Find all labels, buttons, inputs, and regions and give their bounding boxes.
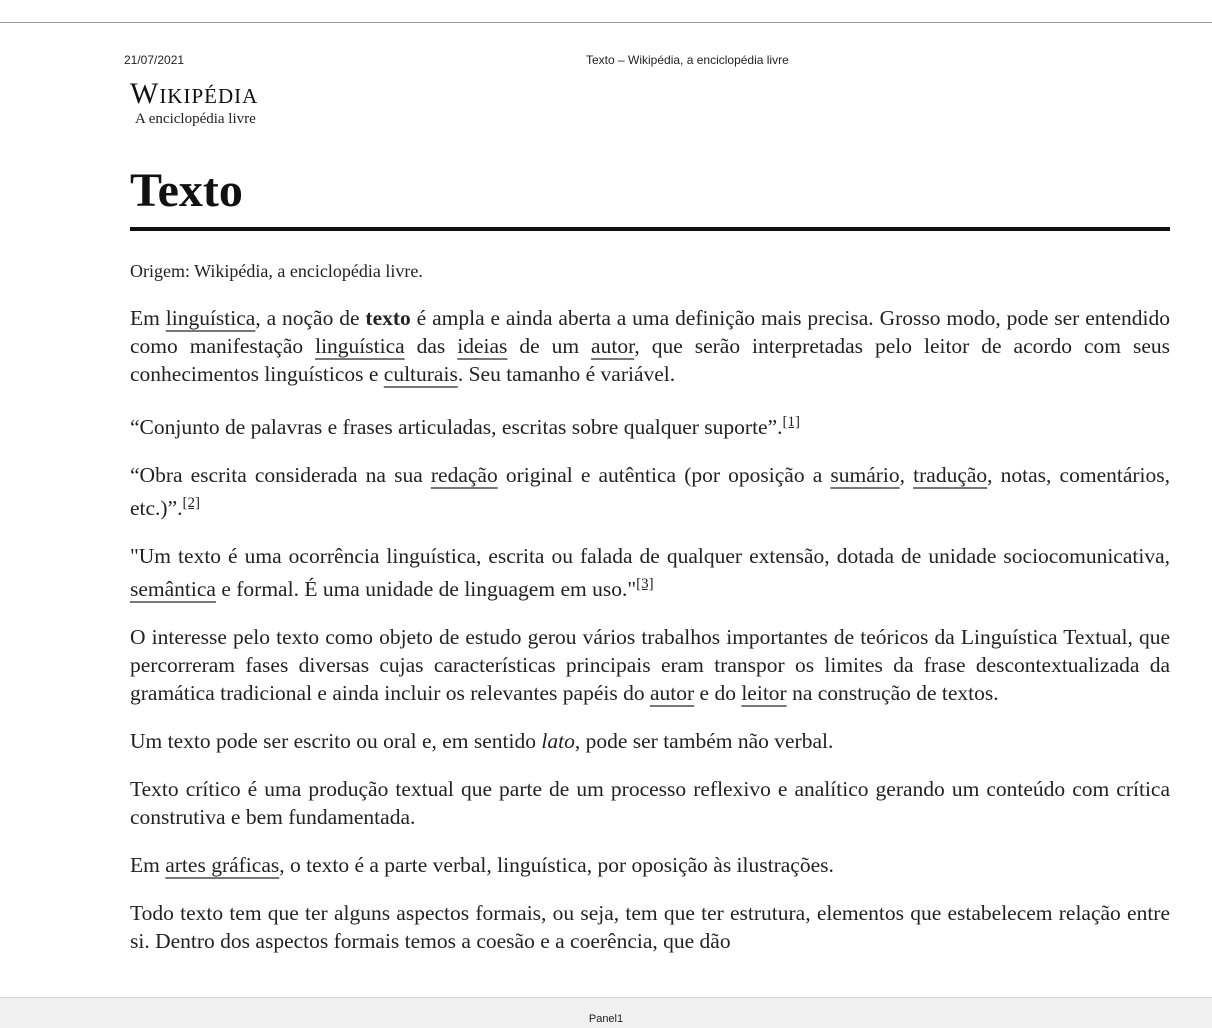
reference-3-link[interactable]: [3] — [636, 576, 654, 592]
bold-term-texto: texto — [365, 306, 411, 330]
text-segment: original e autêntica (por oposição a — [497, 463, 831, 487]
wikipedia-logo[interactable] — [130, 77, 258, 128]
link-traducao[interactable]: tradução — [913, 463, 988, 487]
text-segment: e formal. É uma unidade de linguagem em uso." — [215, 577, 637, 601]
text-segment: , o texto é a parte verbal, linguística, por oposição às ilustrações. — [279, 853, 834, 877]
paragraph-1 — [130, 304, 1170, 388]
status-bar — [0, 997, 1212, 1028]
text-segment: Em — [130, 306, 166, 330]
article-body — [130, 163, 1170, 975]
italic-term-lato: lato — [541, 729, 575, 753]
logo-wordmark: Wikipédia — [130, 77, 259, 110]
text-segment: Um texto pode ser escrito ou oral e, em sentido — [130, 729, 542, 753]
document-viewport[interactable] — [0, 23, 1212, 997]
link-sumario[interactable]: sumário — [830, 463, 900, 487]
reference-2-link[interactable]: [2] — [182, 495, 201, 511]
paragraph-6 — [130, 727, 1170, 755]
print-page-title: Texto – Wikipédia, a enciclopédia livre — [586, 53, 789, 67]
paragraph-7: Texto crítico é uma produção textual que parte de um processo reflexivo e analítico gerando um conteúdo com crítica construtiva e bem fundamentada. — [130, 777, 1170, 829]
text-segment: na construção de textos. — [786, 681, 999, 705]
link-linguistica[interactable]: linguística — [165, 306, 256, 330]
link-redacao[interactable]: redação — [430, 463, 498, 487]
logo-tagline: A enciclopédia livre — [135, 111, 256, 127]
reference-1-link[interactable]: [1] — [782, 414, 801, 430]
text-segment: é ampla e ainda aberta a uma definição mais precisa. Grosso modo, pode ser entendido como manifestação — [130, 306, 1171, 358]
paragraph-9: Todo texto tem que ter alguns aspectos formais, ou seja, tem que ter estrutura, elementos que estabelecem relação entre si. Dentro dos aspectos formais temos a coesão e a coerência, que dão — [130, 901, 1170, 953]
text-segment: , — [899, 463, 914, 487]
paragraph-5 — [130, 623, 1170, 707]
text-segment: de um — [507, 334, 592, 358]
text-segment: , pode ser também não verbal. — [574, 729, 834, 753]
text-segment: “Obra escrita considerada na sua — [130, 463, 431, 487]
article-origin: Origem: Wikipédia, a enciclopédia livre. — [130, 261, 423, 281]
article-title: Texto — [130, 163, 1170, 231]
text-segment: “Conjunto de palavras e frases articuladas, escritas sobre qualquer suporte”. — [130, 415, 783, 439]
text-segment: e do — [694, 681, 742, 705]
link-semantica[interactable]: semântica — [130, 577, 216, 601]
text-segment: das — [404, 334, 458, 358]
text-segment: "Um texto é uma ocorrência linguística, escrita ou falada de qualquer extensão, dotada de unidade sociocomunicativa, — [130, 544, 1170, 568]
link-linguistica-2[interactable]: linguística — [315, 334, 405, 358]
link-artes-graficas[interactable]: artes gráficas — [165, 853, 280, 877]
status-panel-label: Panel1 — [588, 1013, 624, 1025]
text-segment: , notas, comentários, etc.)”. — [130, 463, 1171, 520]
paragraph-3 — [130, 461, 1170, 522]
paragraph-2 — [130, 408, 1170, 441]
link-autor-2[interactable]: autor — [649, 681, 695, 705]
paragraph-8 — [130, 851, 1170, 879]
text-segment: , que serão interpretadas pelo leitor de acordo com seus conhecimentos linguísticos e — [130, 334, 1170, 386]
paragraph-4 — [130, 542, 1170, 603]
text-segment: . Seu tamanho é variável. — [457, 362, 676, 386]
link-autor[interactable]: autor — [591, 334, 635, 358]
text-segment: O interesse pelo texto como objeto de estudo gerou vários trabalhos importantes de teóricos da Linguística Textual, que percorreram fases diversas cujas características principais eram transpor os limites da frase descontextualizada da gramática tradicional e ainda incluir os relevantes papéis do — [130, 625, 1170, 705]
link-culturais[interactable]: culturais — [383, 362, 458, 386]
link-ideias[interactable]: ideias — [457, 334, 508, 358]
text-segment: , a noção de — [255, 306, 366, 330]
print-date: 21/07/2021 — [124, 53, 185, 67]
link-leitor[interactable]: leitor — [741, 681, 787, 705]
text-segment: Em — [130, 853, 166, 877]
